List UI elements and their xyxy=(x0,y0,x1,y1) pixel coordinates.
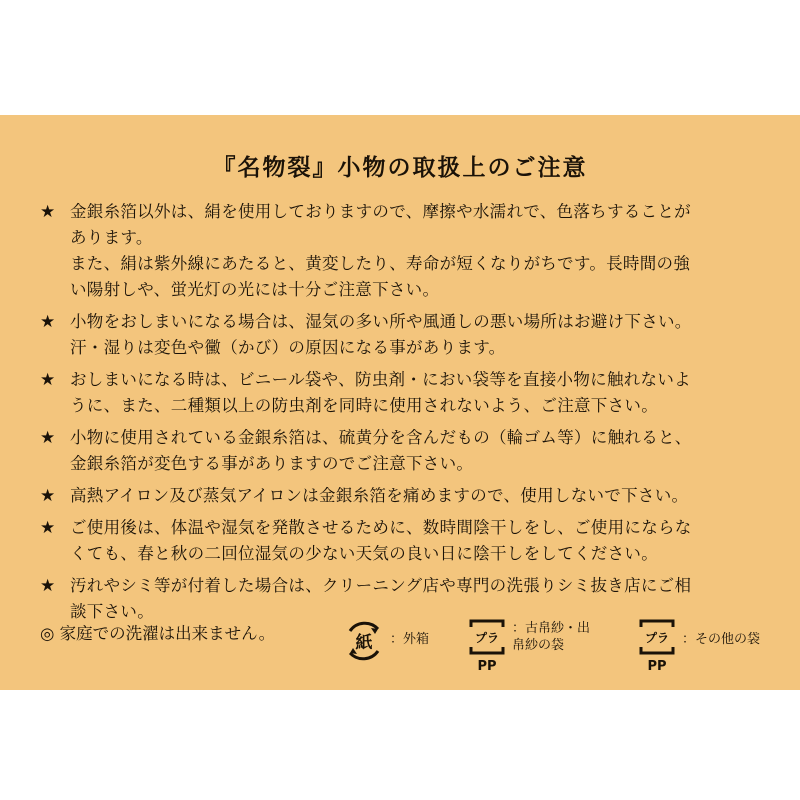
note-line: おしまいになる時は、ビニール袋や、防虫剤・におい袋等を直接小物に触れないよ xyxy=(70,370,691,389)
card-title: 『名物裂』小物の取扱上のご注意 xyxy=(212,154,588,181)
pp-label-line: 帛紗の袋 xyxy=(512,638,565,653)
pp-symbol-label xyxy=(512,620,590,654)
note-line: あります。 xyxy=(70,228,153,247)
pp-code: PP xyxy=(647,659,667,673)
pp-symbol-glyph: プラ xyxy=(644,631,670,645)
note-item xyxy=(40,199,785,303)
note-line: うに、また、二種類以上の防虫剤を同時に使用されないよう、ご注意下さい。 xyxy=(70,396,658,415)
note-line: くても、春と秋の二回位湿気の少ない天気の良い日に陰干しをしてください。 xyxy=(70,544,658,563)
paper-symbol-label: ：外箱 xyxy=(390,632,430,647)
note-line: 金銀糸箔が変色する事がありますのでご注意下さい。 xyxy=(70,454,474,473)
pp-symbol-glyph: プラ xyxy=(474,631,500,645)
star-bullet-icon: ★ xyxy=(40,576,56,596)
star-bullet-icon: ★ xyxy=(40,518,56,538)
note-line: 汗・湿りは変色や黴（かび）の原因になる事があります。 xyxy=(70,338,506,357)
note-item xyxy=(40,515,785,567)
pp-code: PP xyxy=(477,659,497,673)
care-instruction-card xyxy=(0,115,800,690)
note-line: ご使用後は、体温や湿気を発散させるために、数時間陰干しをし、ご使用にならな xyxy=(70,518,692,537)
note-line: 汚れやシミ等が付着した場合は、クリーニング店や専門の洗張りシミ抜き店にご相 xyxy=(70,576,692,595)
star-bullet-icon: ★ xyxy=(40,370,56,390)
plastic-pp-icon xyxy=(635,617,679,673)
star-bullet-icon: ★ xyxy=(40,486,56,506)
pp-label-line: ：古帛紗・出 xyxy=(512,621,591,636)
paper-symbol-glyph: 紙 xyxy=(355,633,373,653)
pp-symbol-label: ：その他の袋 xyxy=(682,632,761,647)
paper-recycle-icon xyxy=(340,617,388,665)
star-bullet-icon: ★ xyxy=(40,428,56,448)
note-line: 金銀糸箔以外は、絹を使用しておりますので、摩擦や水濡れで、色落ちすることが xyxy=(70,202,691,221)
note-line: 小物をおしまいになる場合は、湿気の多い所や風通しの悪い場所はお避け下さい。 xyxy=(70,312,692,331)
star-bullet-icon: ★ xyxy=(40,202,56,222)
note-line: い陽射しや、蛍光灯の光には十分ご注意下さい。 xyxy=(70,280,440,299)
note-line: 小物に使用されている金銀糸箔は、硫黄分を含んだもの（輪ゴム等）に触れると、 xyxy=(70,428,692,447)
note-line: また、絹は紫外線にあたると、黄変したり、寿命が短くなりがちです。長時間の強 xyxy=(70,254,691,273)
note-item xyxy=(40,309,785,361)
note-item xyxy=(40,425,785,477)
note-line: 談下さい。 xyxy=(70,602,154,621)
star-bullet-icon: ★ xyxy=(40,312,56,332)
plastic-pp-icon xyxy=(465,617,509,673)
note-item xyxy=(40,483,785,509)
no-home-washing-note: ◎ 家庭での洗濯は出来ません。 xyxy=(40,624,276,643)
footer xyxy=(40,617,785,677)
note-item xyxy=(40,367,785,419)
note-line: 高熱アイロン及び蒸気アイロンは金銀糸箔を痛めますので、使用しないで下さい。 xyxy=(70,486,689,505)
notes-list xyxy=(40,199,785,631)
